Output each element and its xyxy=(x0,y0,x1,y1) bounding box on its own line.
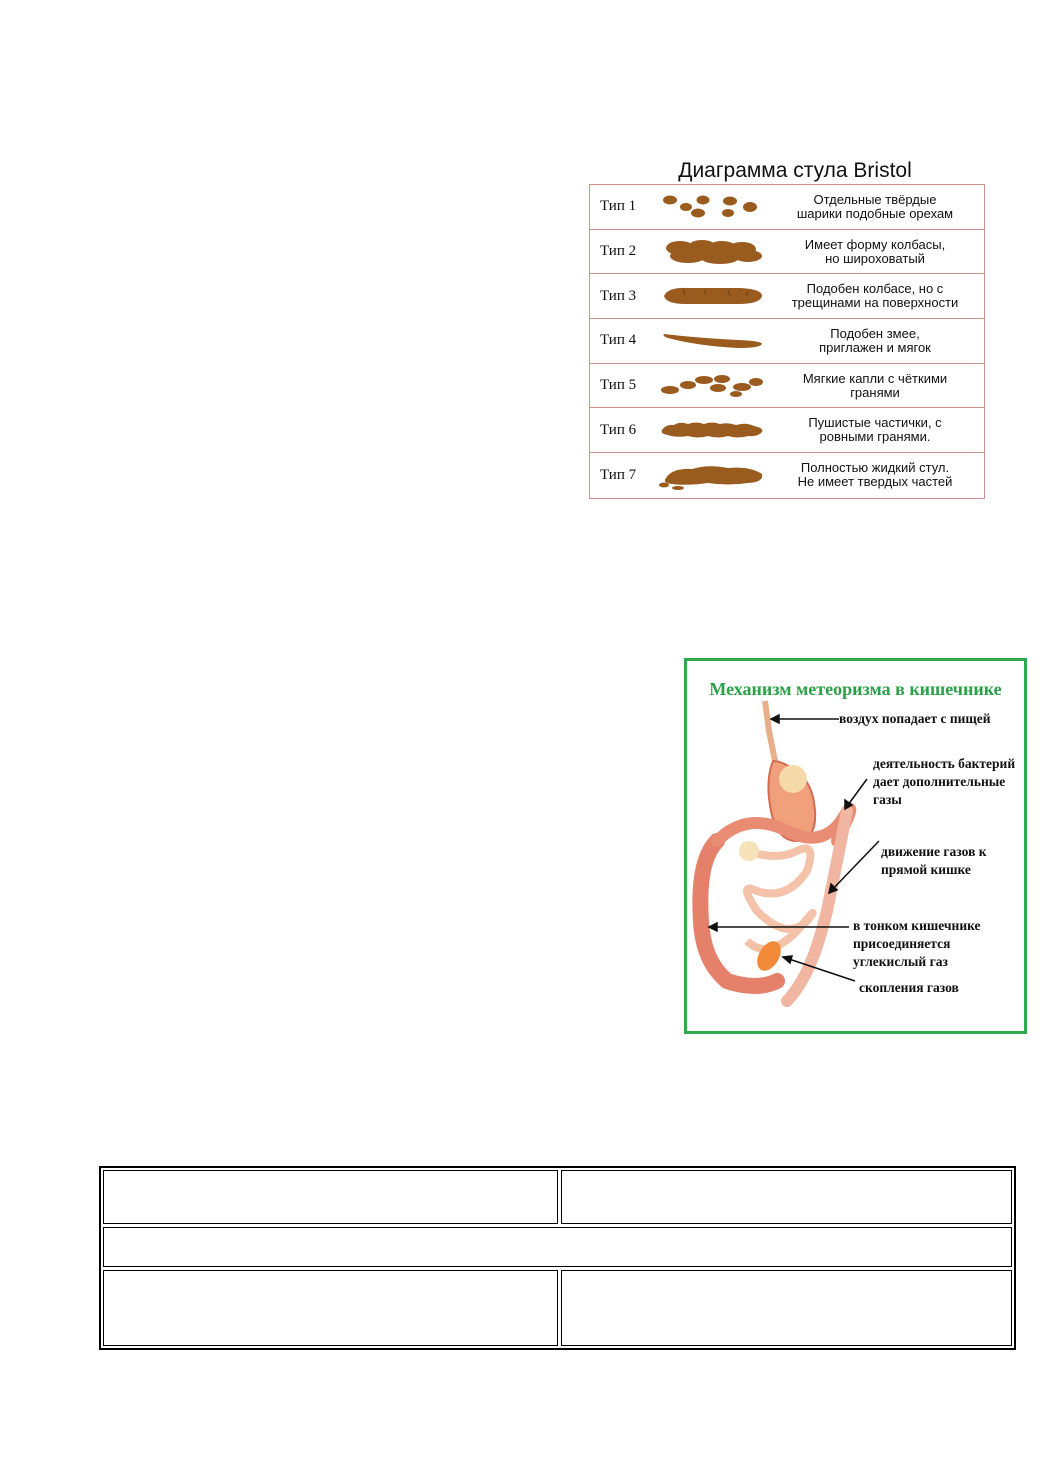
bristol-type-label: Тип 1 xyxy=(600,198,637,215)
table-cell xyxy=(561,1270,1012,1346)
bristol-type-label: Тип 3 xyxy=(600,287,637,304)
table-cell-merged xyxy=(103,1227,1012,1267)
figure-title: Механизм метеоризма в кишечнике xyxy=(709,679,1002,699)
bristol-chart-title: Диаграмма стула Bristol xyxy=(678,159,912,182)
bristol-type-description: Имеет форму колбасы, но широховатый xyxy=(804,236,946,266)
stool-type-2-illustration xyxy=(658,235,768,269)
table-cell xyxy=(103,1170,558,1224)
meteorism-mechanism-figure xyxy=(684,658,1027,1034)
label-gas-accumulation: скопления газов xyxy=(859,980,959,995)
bristol-row xyxy=(590,274,984,319)
bristol-row xyxy=(590,185,984,230)
label-gas-movement: движение газов к прямой кишке xyxy=(881,844,987,877)
bristol-row xyxy=(590,319,984,364)
stool-type-3-illustration xyxy=(658,279,768,313)
bristol-type-label: Тип 2 xyxy=(600,243,637,260)
bristol-type-label: Тип 5 xyxy=(600,377,637,394)
bristol-type-description: Подобен колбасе, но с трещинами на поверхности xyxy=(791,281,959,311)
stool-type-6-illustration xyxy=(658,413,768,447)
bristol-type-description: Отдельные твёрдые шарики подобные орехам xyxy=(796,191,954,221)
table-cell xyxy=(561,1170,1012,1224)
bristol-row xyxy=(590,230,984,275)
bristol-type-description: Подобен змее, приглажен и мягок xyxy=(819,325,931,355)
empty-table xyxy=(99,1166,1016,1350)
label-bacteria-activity: деятельность бактерий дает дополнительные газы xyxy=(873,756,1016,807)
bristol-type-description: Мягкие капли с чёткими гранями xyxy=(802,370,948,400)
bristol-chart-table xyxy=(589,184,985,499)
bristol-row xyxy=(590,364,984,409)
stool-type-7-illustration xyxy=(658,458,768,492)
bristol-row xyxy=(590,408,984,453)
table-cell xyxy=(103,1270,558,1346)
bristol-type-description: Полностью жидкий стул. Не имеет твердых частей xyxy=(797,460,953,490)
bristol-type-description: Пушистые частички, с ровными гранями. xyxy=(808,415,942,445)
bristol-type-label: Тип 7 xyxy=(600,466,637,483)
stool-type-5-illustration xyxy=(658,369,768,403)
bristol-row xyxy=(590,453,984,498)
bristol-stool-chart xyxy=(586,158,986,499)
label-co2-small-intestine: в тонком кишечнике присоединяется углекислый газ xyxy=(853,918,981,969)
bristol-type-label: Тип 4 xyxy=(600,332,637,349)
bristol-type-label: Тип 6 xyxy=(600,421,637,438)
label-air-with-food: воздух попадает с пищей xyxy=(839,711,991,726)
stool-type-4-illustration xyxy=(658,324,768,358)
stool-type-1-illustration xyxy=(658,190,768,224)
